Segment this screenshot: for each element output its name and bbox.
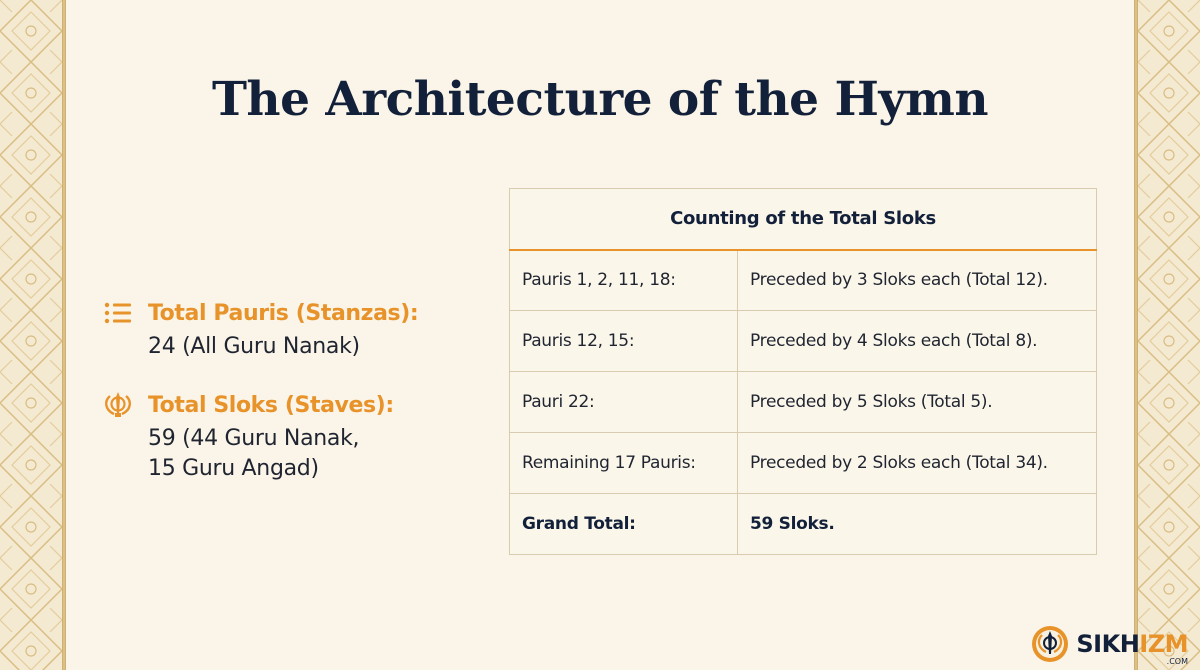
stat-value bbox=[148, 424, 394, 484]
slok-detail-cell: Preceded by 5 Sloks (Total 5). bbox=[738, 372, 1097, 433]
slok-detail-cell: Preceded by 3 Sloks each (Total 12). bbox=[738, 250, 1097, 311]
pauri-group-cell: Pauri 22: bbox=[510, 372, 738, 433]
logo-text-part1: SIKH bbox=[1076, 630, 1140, 658]
page-title: The Architecture of the Hymn bbox=[211, 72, 989, 127]
stat-value-line: 15 Guru Angad) bbox=[148, 456, 319, 481]
pauri-group-cell: Pauris 1, 2, 11, 18: bbox=[510, 250, 738, 311]
logo-text-part2: IZM bbox=[1139, 630, 1188, 658]
grand-total-label: Grand Total: bbox=[510, 494, 738, 555]
table-total-row bbox=[510, 494, 1097, 555]
logo-text bbox=[1076, 630, 1188, 658]
stat-label: Total Sloks (Staves): bbox=[148, 392, 394, 418]
table-row bbox=[510, 250, 1097, 311]
table-row bbox=[510, 311, 1097, 372]
list-icon bbox=[104, 300, 134, 326]
slide-content bbox=[66, 0, 1134, 670]
logo-suffix: .COM bbox=[1166, 657, 1188, 666]
grand-total-value: 59 Sloks. bbox=[738, 494, 1097, 555]
khanda-logo-icon bbox=[1030, 624, 1070, 664]
pauri-group-cell: Remaining 17 Pauris: bbox=[510, 433, 738, 494]
decorative-border-right bbox=[1138, 0, 1200, 670]
table-header-row bbox=[510, 189, 1097, 250]
stat-total-sloks bbox=[104, 392, 394, 484]
table-row bbox=[510, 433, 1097, 494]
stat-value-line: 24 (All Guru Nanak) bbox=[148, 334, 360, 359]
slok-detail-cell: Preceded by 2 Sloks each (Total 34). bbox=[738, 433, 1097, 494]
stat-label: Total Pauris (Stanzas): bbox=[148, 300, 419, 326]
stat-value bbox=[148, 332, 418, 362]
frame-line-right bbox=[1134, 0, 1138, 670]
stat-value-line: 59 (44 Guru Nanak, bbox=[148, 426, 360, 451]
slok-detail-cell: Preceded by 4 Sloks each (Total 8). bbox=[738, 311, 1097, 372]
stat-total-pauris bbox=[104, 300, 418, 362]
site-logo[interactable] bbox=[1030, 624, 1188, 664]
pauri-group-cell: Pauris 12, 15: bbox=[510, 311, 738, 372]
khanda-icon bbox=[104, 392, 134, 418]
table-heading: Counting of the Total Sloks bbox=[510, 189, 1097, 250]
decorative-border-left bbox=[0, 0, 62, 670]
slok-count-table bbox=[509, 188, 1097, 555]
table-row bbox=[510, 372, 1097, 433]
